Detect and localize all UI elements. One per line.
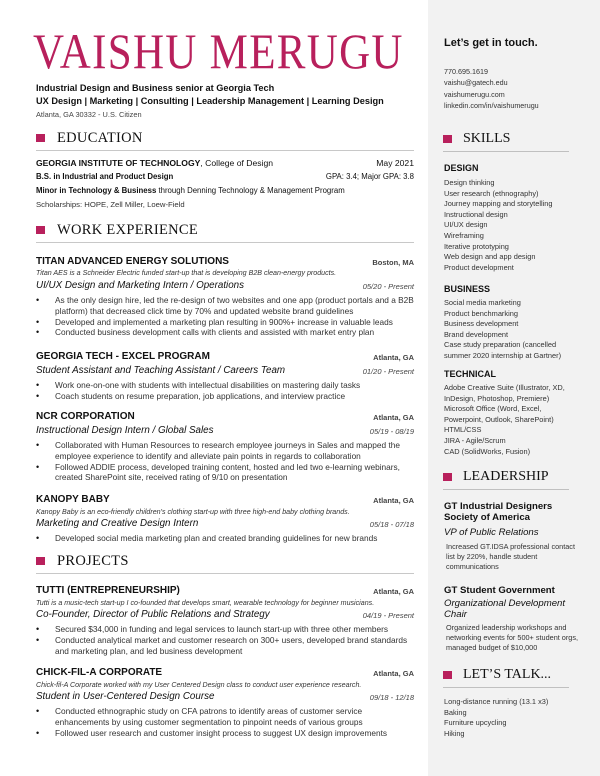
bullet-item: • Collaborated with Human Resources to research employee journeys in Sales and mapped the employee experience to identify and alleviate pain points in regards to collaboration bbox=[36, 440, 416, 462]
job-bullets bbox=[36, 380, 416, 402]
skill-item: JIRA - Agile/Scrum bbox=[444, 435, 506, 445]
org-name: NCR CORPORATION bbox=[36, 411, 135, 422]
skill-item: User research (ethnography) bbox=[444, 188, 539, 198]
tagline: Industrial Design and Business senior at Georgia Tech bbox=[36, 83, 275, 93]
focus-areas: UX Design | Marketing | Consulting | Leadership Management | Learning Design bbox=[36, 96, 384, 106]
job-bullets bbox=[36, 295, 416, 338]
org-description: Tutti is a music-tech start-up I co-founded that develops smart, wearable technology for beginner musicians. bbox=[36, 599, 375, 607]
role-dates: 01/20 - Present bbox=[362, 367, 414, 376]
bullet-item: • Conducted ethnographic study on CFA patrons to identify areas of customer service enhancements by using customer segmentation to pinpoint needs of various groups bbox=[36, 706, 416, 728]
bullet-item: • Secured $34,000 in funding and legal services to launch start-up with three other members bbox=[36, 624, 416, 635]
bullet-item: • Followed ADDIE process, developed training content, hosted and led two e-learning webinars, created SharePoint site, received rating of 9/10 on presentation bbox=[36, 462, 416, 484]
section-title: SKILLS bbox=[463, 131, 511, 146]
education-minor-row bbox=[36, 186, 414, 195]
leadership-role: VP of Public Relations bbox=[444, 527, 539, 538]
skill-item: Adobe Creative Suite (Illustrator, XD, InDesign, Photoshop, Premiere) bbox=[444, 383, 565, 403]
bullet-item: • Conducted business development calls with clients and assisted with market entry plan bbox=[36, 327, 416, 338]
role-dates: 05/18 - 07/18 bbox=[369, 520, 414, 529]
section-skills bbox=[443, 131, 569, 152]
square-bullet-icon bbox=[443, 135, 452, 143]
leadership-description: Increased GT.IDSA professional contact list by 220%, handle student communications bbox=[446, 542, 575, 571]
org-name: TUTTI (ENTREPRENEURSHIP) bbox=[36, 585, 180, 596]
leadership-org: GT Student Government bbox=[444, 585, 555, 596]
contact-title: Let’s get in touch. bbox=[444, 37, 538, 49]
location: Atlanta, GA 30332 - U.S. Citizen bbox=[36, 110, 142, 119]
section-leadership bbox=[443, 469, 569, 490]
graduation-date: May 2021 bbox=[376, 158, 414, 168]
skill-item: Wireframing bbox=[444, 230, 484, 240]
project-bullets bbox=[36, 706, 416, 738]
job-bullets bbox=[36, 533, 416, 544]
skill-item: Journey mapping and storytelling bbox=[444, 199, 553, 209]
org-name: CHICK-FIL-A CORPORATE bbox=[36, 667, 163, 678]
job-bullets bbox=[36, 440, 416, 483]
section-title: LET’S TALK... bbox=[463, 667, 552, 682]
project-org-row bbox=[36, 585, 414, 596]
bullet-item: • As the only design hire, led the re-design of two websites and one app (product portals and a B2B platform) that decreased click time by 70% and updated website brand guidelines bbox=[36, 295, 416, 317]
job-org-row bbox=[36, 411, 414, 422]
org-name: TITAN ADVANCED ENERGY SOLUTIONS bbox=[36, 256, 229, 267]
education-degree-row bbox=[36, 172, 414, 181]
role-dates: 05/20 - Present bbox=[362, 282, 414, 291]
interest-item: Long-distance running (13.1 x3) bbox=[444, 697, 549, 706]
job-org-row bbox=[36, 494, 414, 505]
org-name: KANOPY BABY bbox=[36, 494, 110, 505]
linkedin-link[interactable]: linkedin.com/in/vaishumerugu bbox=[444, 100, 539, 110]
bullet-item: • Coach students on resume preparation, job applications, and interview practice bbox=[36, 391, 416, 402]
skill-group-title: TECHNICAL bbox=[444, 369, 496, 379]
skill-item: Product benchmarking bbox=[444, 308, 518, 318]
org-location: Atlanta, GA bbox=[373, 353, 414, 362]
gpa: GPA: 3.4; Major GPA: 3.8 bbox=[325, 172, 414, 181]
job-role-row bbox=[36, 518, 414, 529]
candidate-name: VAISHU MERUGU bbox=[33, 23, 404, 79]
skill-item: Product development bbox=[444, 262, 514, 272]
org-description: Kanopy Baby is an eco-friendly children's clothing start-up with three high-end baby clothing brands. bbox=[36, 508, 350, 516]
skill-item: Iterative prototyping bbox=[444, 241, 509, 251]
role-dates: 09/18 - 12/18 bbox=[369, 693, 414, 702]
skill-list-business bbox=[444, 298, 579, 362]
job-org-row bbox=[36, 351, 414, 362]
org-location: Atlanta, GA bbox=[373, 496, 414, 505]
leadership-org: GT Industrial Designers Society of America bbox=[444, 501, 553, 523]
org-description: Titan AES is a Schneider Electric funded start-up that is developing B2B clean-energy products. bbox=[36, 269, 337, 277]
skill-item: Microsoft Office (Word, Excel, Powerpoint, Outlook, SharePoint) bbox=[444, 404, 554, 424]
skill-item: Business development bbox=[444, 319, 519, 329]
minor: Minor in Technology & Business bbox=[36, 186, 157, 195]
bullet-item: • Developed social media marketing plan and created branding guidelines for new brands bbox=[36, 533, 416, 544]
skill-item: UI/UX design bbox=[444, 220, 488, 230]
role-title: Marketing and Creative Design Intern bbox=[36, 518, 199, 529]
role-title: Instructional Design Intern / Global Sales bbox=[36, 425, 214, 436]
square-bullet-icon bbox=[443, 671, 452, 679]
interest-item: Furniture upcycling bbox=[444, 718, 507, 728]
skill-item: Brand development bbox=[444, 329, 509, 339]
skill-list-design bbox=[444, 178, 579, 273]
education-school-row bbox=[36, 158, 414, 168]
skill-item: CAD (SolidWorks, Fusion) bbox=[444, 446, 531, 456]
school-name: GEORGIA INSTITUTE OF TECHNOLOGY bbox=[36, 158, 201, 168]
college-name: , College of Design bbox=[200, 158, 274, 168]
role-title: Co-Founder, Director of Public Relations and Strategy bbox=[36, 609, 270, 620]
org-location: Atlanta, GA bbox=[373, 587, 414, 596]
job-role-row bbox=[36, 425, 414, 436]
leadership-description: Organized leadership workshops and networking events for 500+ student orgs, managed budget of $10,000 bbox=[446, 623, 579, 652]
section-title: PROJECTS bbox=[57, 553, 129, 569]
section-work-experience bbox=[36, 222, 414, 243]
section-projects bbox=[36, 553, 414, 574]
job-role-row bbox=[36, 280, 414, 291]
project-role-row bbox=[36, 691, 414, 702]
role-title: Student Assistant and Teaching Assistant / Careers Team bbox=[36, 365, 286, 376]
job-org-row bbox=[36, 256, 414, 267]
org-description: Chick-fil-A Corporate worked with my User Centered Design class to conduct user experience research. bbox=[36, 681, 362, 689]
skill-item: Design thinking bbox=[444, 178, 495, 187]
job-role-row bbox=[36, 365, 414, 376]
section-title: EDUCATION bbox=[57, 130, 143, 146]
section-education bbox=[36, 130, 414, 151]
scholarships: Scholarships: HOPE, Zell Miller, Loew-Field bbox=[36, 200, 185, 209]
skill-item: HTML/CSS bbox=[444, 425, 482, 435]
skill-list-technical bbox=[444, 383, 579, 457]
interest-item: Hiking bbox=[444, 728, 465, 738]
minor-detail: through Denning Technology & Management Program bbox=[156, 186, 345, 195]
website-link[interactable]: vaishumerugu.com bbox=[444, 89, 505, 99]
org-location: Boston, MA bbox=[372, 258, 414, 267]
role-dates: 05/19 - 08/19 bbox=[369, 427, 414, 436]
skill-item: Web design and app design bbox=[444, 252, 536, 262]
leadership-role: Organizational Development Chair bbox=[444, 598, 566, 620]
skill-item: Instructional design bbox=[444, 209, 508, 219]
square-bullet-icon bbox=[36, 557, 45, 565]
skill-item: Social media marketing bbox=[444, 298, 521, 307]
section-title: WORK EXPERIENCE bbox=[57, 222, 199, 238]
bullet-item: • Work one-on-one with students with intellectual disabilities on mastering daily tasks bbox=[36, 380, 416, 391]
org-location: Atlanta, GA bbox=[373, 669, 414, 678]
role-title: Student in User-Centered Design Course bbox=[36, 691, 215, 702]
bullet-item: • Developed and implemented a marketing plan resulting in 900%+ increase in valuable leads bbox=[36, 317, 416, 328]
bullet-item: • Conducted analytical market and customer research on 300+ users, developed brand standards and marketing plan, and led business development bbox=[36, 635, 416, 657]
role-dates: 04/19 - Present bbox=[362, 611, 414, 620]
org-location: Atlanta, GA bbox=[373, 413, 414, 422]
interest-item: Baking bbox=[444, 707, 467, 717]
section-title: LEADERSHIP bbox=[463, 469, 549, 484]
skill-group-title: BUSINESS bbox=[444, 284, 491, 294]
org-name: GEORGIA TECH - EXCEL PROGRAM bbox=[36, 351, 210, 362]
square-bullet-icon bbox=[36, 134, 45, 142]
section-lets-talk bbox=[443, 667, 569, 688]
skill-group-title: DESIGN bbox=[444, 163, 479, 173]
project-bullets bbox=[36, 624, 416, 656]
interests-list bbox=[444, 697, 579, 739]
project-org-row bbox=[36, 667, 414, 678]
role-title: UI/UX Design and Marketing Intern / Operations bbox=[36, 280, 245, 291]
square-bullet-icon bbox=[36, 226, 45, 234]
email-link[interactable]: vaishu@gatech.edu bbox=[444, 78, 508, 88]
degree: B.S. in Industrial and Product Design bbox=[36, 172, 174, 181]
square-bullet-icon bbox=[443, 473, 452, 481]
skill-item: Case study preparation (cancelled summer 2020 internship at Gartner) bbox=[444, 340, 562, 360]
project-role-row bbox=[36, 609, 414, 620]
bullet-item: • Followed user research and customer insight process to suggest UX design improvements bbox=[36, 728, 416, 739]
phone[interactable]: 770.695.1619 bbox=[444, 67, 488, 76]
contact-info bbox=[444, 66, 539, 111]
